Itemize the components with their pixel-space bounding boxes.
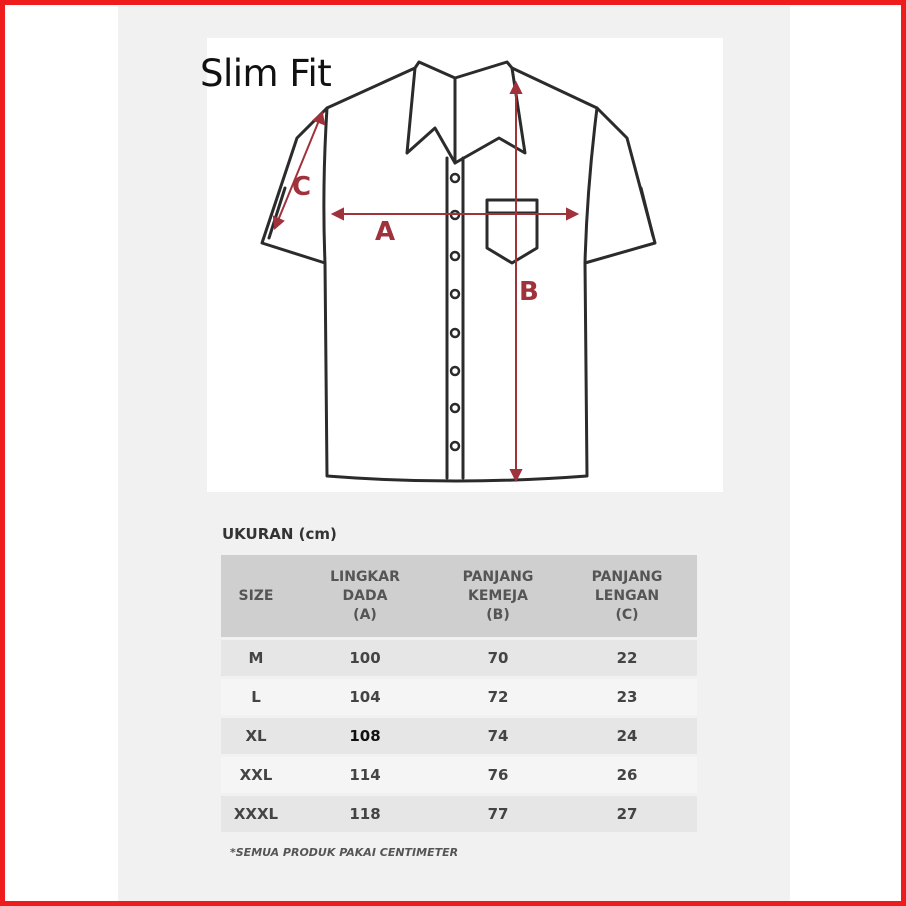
cell-chest: 104 bbox=[291, 678, 439, 717]
cell-sleeve-length: 24 bbox=[557, 717, 697, 756]
cell-chest: 100 bbox=[291, 639, 439, 678]
cell-shirt-length: 72 bbox=[439, 678, 557, 717]
cell-sleeve-length: 22 bbox=[557, 639, 697, 678]
cell-chest: 108 bbox=[291, 717, 439, 756]
cell-size: XL bbox=[221, 717, 291, 756]
cell-sleeve-length: 23 bbox=[557, 678, 697, 717]
table-header-row bbox=[221, 555, 697, 639]
collar bbox=[407, 62, 525, 163]
cell-shirt-length: 74 bbox=[439, 717, 557, 756]
cell-size: XXXL bbox=[221, 795, 291, 833]
label-b: B bbox=[519, 277, 539, 307]
cell-shirt-length: 70 bbox=[439, 639, 557, 678]
table-row bbox=[221, 717, 697, 756]
footnote: *SEMUA PRODUK PAKAI CENTIMETER bbox=[230, 846, 459, 859]
button bbox=[451, 252, 459, 260]
header-shirt-length: PANJANG KEMEJA (B) bbox=[439, 555, 557, 639]
header-size: SIZE bbox=[221, 555, 291, 639]
cell-chest: 114 bbox=[291, 756, 439, 795]
label-c: C bbox=[292, 172, 312, 202]
cell-size: L bbox=[221, 678, 291, 717]
page-title: Slim Fit bbox=[200, 52, 332, 95]
size-table bbox=[221, 555, 697, 832]
button bbox=[451, 442, 459, 450]
cell-chest: 118 bbox=[291, 795, 439, 833]
button bbox=[451, 404, 459, 412]
label-a: A bbox=[375, 217, 396, 247]
header-sleeve-length: PANJANG LENGAN (C) bbox=[557, 555, 697, 639]
cell-shirt-length: 76 bbox=[439, 756, 557, 795]
table-heading: UKURAN (cm) bbox=[222, 525, 337, 543]
measure-line-c bbox=[277, 118, 320, 223]
cell-size: XXL bbox=[221, 756, 291, 795]
shirt-diagram bbox=[207, 38, 723, 492]
button bbox=[451, 367, 459, 375]
header-chest: LINGKAR DADA (A) bbox=[291, 555, 439, 639]
cell-sleeve-length: 27 bbox=[557, 795, 697, 833]
cell-size: M bbox=[221, 639, 291, 678]
shirt-outline bbox=[262, 68, 655, 481]
cell-shirt-length: 77 bbox=[439, 795, 557, 833]
button bbox=[451, 290, 459, 298]
cell-sleeve-length: 26 bbox=[557, 756, 697, 795]
table-row bbox=[221, 678, 697, 717]
table-row bbox=[221, 639, 697, 678]
button bbox=[451, 174, 459, 182]
table-row bbox=[221, 795, 697, 833]
button bbox=[451, 329, 459, 337]
table-row bbox=[221, 756, 697, 795]
pocket bbox=[487, 200, 537, 263]
